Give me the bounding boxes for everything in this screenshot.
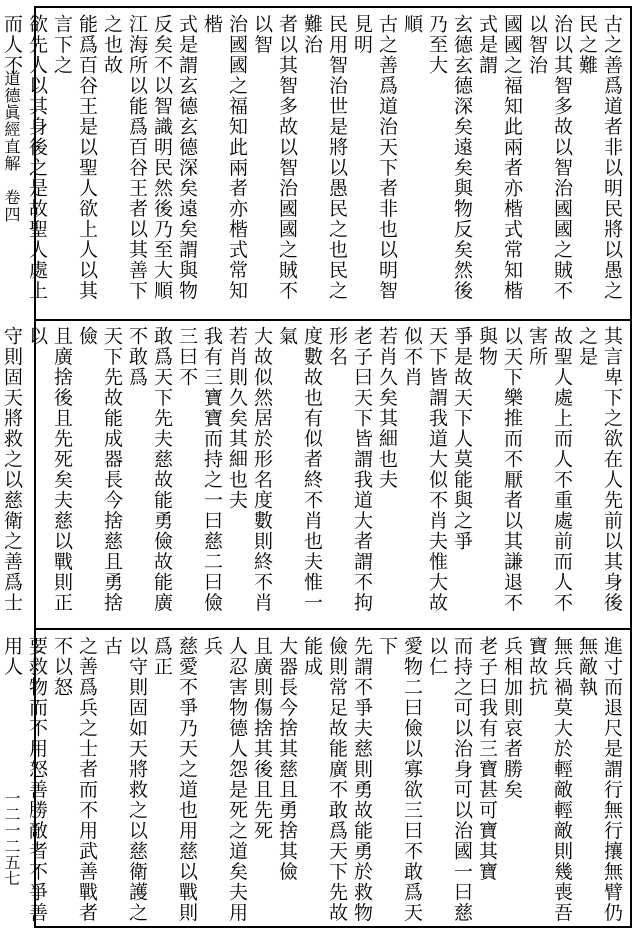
- text-column: 其言卑下之欲在人先前以其身後之是: [576, 326, 623, 613]
- text-column: 國國之福知此兩者亦楷式常知楷式是謂: [476, 14, 523, 301]
- text-column: 天下皆謂我道大似不肖夫惟大故似不肖: [401, 326, 448, 613]
- text-column: 欲先人以其身後之是故聖人處上而人不: [1, 14, 48, 301]
- text-column: 式是謂玄德玄德深矣遠矣謂與物: [176, 14, 198, 301]
- text-column: 以天下樂推而不厭者以其謙退不與物: [476, 326, 523, 613]
- text-column: 天下先故能成器長今捨慈且勇捨儉: [76, 326, 123, 613]
- text-column: 敢爲天下先夫慈故能勇儉故能廣不敢爲: [126, 326, 173, 613]
- text-column: 大故似然居於形名度數則終不肖: [251, 326, 273, 613]
- text-column: 愛物二曰儉以寡欲三曰不敢爲天下: [376, 636, 423, 923]
- margin-book-title: 道德眞經直解 卷四: [2, 70, 21, 223]
- text-column: 且廣捨後且先死矣夫慈以戰則正以: [26, 326, 73, 613]
- text-column: 古之善爲道者非以明民將以愚之民之難: [576, 14, 623, 301]
- text-column: 江海所以能爲百谷王者以其善下之也故: [101, 14, 148, 301]
- text-column: 度數故也有似者終不肖也夫惟一氣: [276, 326, 323, 613]
- text-column: 能爲百谷王是以聖人欲上人以其言下之: [51, 14, 98, 301]
- text-column: 者以其智多故以智治國國之賊不以智: [251, 14, 298, 301]
- text-column: 若肖則久矣其細也夫: [226, 326, 248, 511]
- text-column: 治以其智多故以智治國國之賊不以智治: [526, 14, 573, 301]
- text-column: 順: [401, 14, 423, 35]
- text-column: 治國國之福知此兩者亦楷式常知楷: [201, 14, 248, 301]
- text-column: 無兵禍莫大於輕敵輕敵則幾喪吾寶故抗: [526, 636, 573, 923]
- panel-divider-bottom: [36, 628, 630, 630]
- text-column: 儉則常足故能廣不敢爲天下先故能成: [301, 636, 348, 923]
- text-column: 大器長今捨其慈且勇捨其儉: [276, 636, 298, 882]
- text-column: 玄德玄德深矣遠矣與物反矣然後乃至大: [426, 14, 473, 301]
- text-column: 老子曰我有三寶甚可寶其寶: [476, 636, 498, 882]
- text-column: 反矣不以智識明民然後乃至大順: [151, 14, 173, 301]
- text-column: 以守則固如天將救之以慈衛護之古: [101, 636, 148, 923]
- margin-page-number: 一二一二五七: [2, 790, 21, 886]
- text-column: 爭是故天下人莫能與之爭: [451, 326, 473, 552]
- text-column: 古之善爲道治天下者非也以明智見明: [351, 14, 398, 301]
- text-column: 故聖人處上而人不重處前而人不害所: [526, 326, 573, 613]
- panel-divider-top: [36, 319, 630, 321]
- text-column: 我有三寶寶而持之一曰慈二曰儉三曰不: [176, 326, 223, 613]
- text-panel-middle: [1, 326, 624, 622]
- text-column: 之善爲兵之士者而不用武善戰者不以怒: [51, 636, 98, 923]
- text-column: 人忍害物德人怨是死之道矣夫用兵: [201, 636, 248, 923]
- text-column: 兵相加則哀者勝矣: [501, 636, 523, 800]
- text-column: 先謂不爭夫慈則勇故能勇於救物: [351, 636, 373, 923]
- text-column: 而持之可以治身可以治國一曰慈以仁: [426, 636, 473, 923]
- text-column: 若肖久矣其細也夫: [376, 326, 398, 490]
- text-column: 要救物而不用怒善勝敵者不爭善用人: [1, 636, 48, 923]
- text-column: 守則固天將救之以慈衛之善爲士: [1, 326, 23, 613]
- text-column: 進寸而退尺是謂行無行攘無臂仍無敵執: [576, 636, 623, 923]
- text-column: 且廣則傷捨其後且先死: [251, 636, 273, 841]
- text-column: 慈愛不爭乃天之道也用慈以戰則爲正: [151, 636, 198, 923]
- text-column: 老子曰天下皆謂我道大者謂不拘形名: [326, 326, 373, 613]
- text-column: 民用智治世是將以愚民之也民之難治: [301, 14, 348, 301]
